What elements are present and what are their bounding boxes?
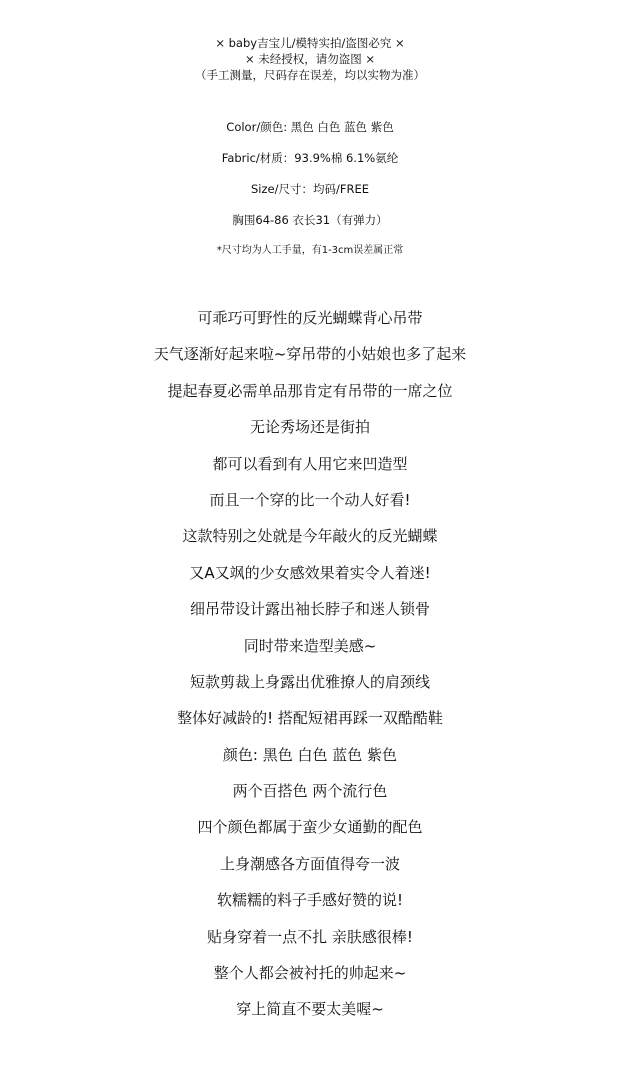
product-specs bbox=[0, 119, 620, 259]
description-line: 这款特别之处就是今年敲火的反光蝴蝶 bbox=[182, 527, 438, 546]
copyright-line: × baby吉宝儿/模特实拍/盗图必究 × bbox=[215, 36, 405, 50]
description-line: 天气逐渐好起来啦~穿吊带的小姑娘也多了起来 bbox=[153, 345, 467, 364]
description-line: 同时带来造型美感~ bbox=[243, 636, 377, 655]
spec-fabric: Fabric/材质：93.9%棉 6.1%氨纶 bbox=[221, 151, 399, 165]
description-line: 整个人都会被衬托的帅起来~ bbox=[213, 964, 407, 983]
description-line: 上身潮感各方面值得夸一波 bbox=[219, 854, 400, 873]
description-line: 颜色: 黑色 白色 蓝色 紫色 bbox=[222, 745, 398, 764]
description-line: 提起春夏必需单品那肯定有吊带的一席之位 bbox=[167, 381, 453, 400]
spec-color: Color/颜色: 黑色 白色 蓝色 紫色 bbox=[226, 120, 394, 134]
product-description bbox=[0, 307, 620, 1035]
description-line: 细吊带设计露出袖长脖子和迷人锁骨 bbox=[189, 600, 430, 619]
description-line: 都可以看到有人用它来凹造型 bbox=[212, 454, 408, 473]
authorization-warning: × 未经授权，请勿盗图 × bbox=[244, 52, 376, 66]
description-line: 两个百搭色 两个流行色 bbox=[232, 782, 388, 801]
description-line: 穿上简直不要太美喔~ bbox=[236, 1000, 384, 1019]
measurement-disclaimer: （手工测量，尺码存在误差，均以实物为准） bbox=[195, 68, 425, 82]
description-line: 可乖巧可野性的反光蝴蝶背心吊带 bbox=[197, 309, 423, 327]
spec-note: *尺寸均为人工手量，有1-3cm误差属正常 bbox=[216, 245, 404, 256]
description-line: 整体好减龄的! 搭配短裙再踩一双酷酷鞋 bbox=[177, 709, 443, 728]
description-line: 贴身穿着一点不扎 亲肤感很棒! bbox=[207, 927, 413, 946]
spec-size: Size/尺寸：均码/FREE bbox=[251, 182, 369, 196]
description-line: 又A又飒的少女感效果着实令人着迷! bbox=[189, 563, 431, 582]
spec-measurements: 胸围64-86 衣长31（有弹力） bbox=[232, 213, 388, 227]
description-line: 四个颜色都属于蛮少女通勤的配色 bbox=[197, 818, 423, 837]
description-line: 而且一个穿的比一个动人好看! bbox=[209, 490, 411, 509]
description-line: 软糯糯的料子手感好赞的说! bbox=[216, 891, 403, 910]
description-line: 短款剪裁上身露出优雅撩人的肩颈线 bbox=[189, 672, 430, 691]
description-line: 无论秀场还是街拍 bbox=[249, 418, 370, 437]
copyright-header bbox=[0, 35, 620, 83]
